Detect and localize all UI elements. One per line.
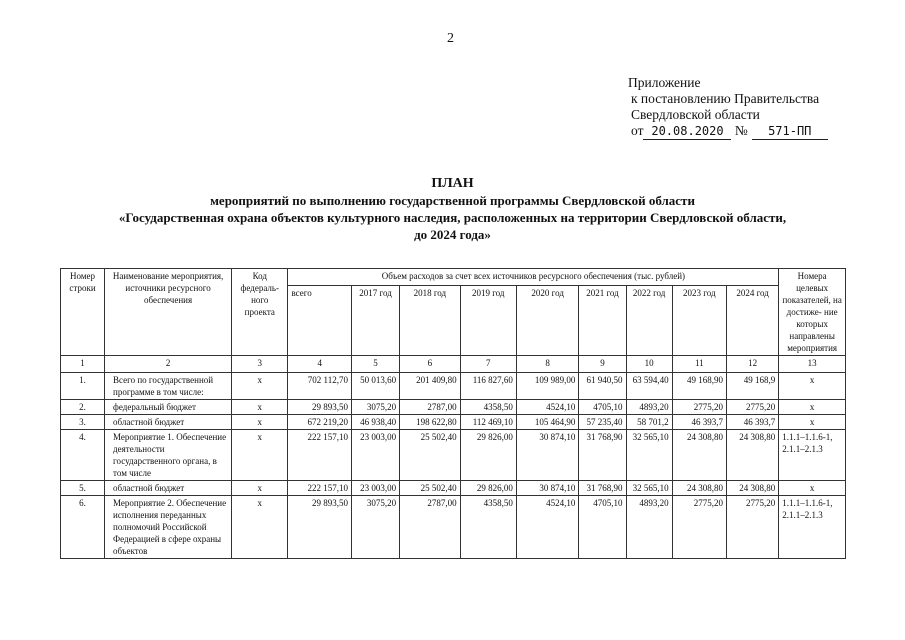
year-value-cell: 4524,10 [516, 496, 579, 559]
year-value-cell: 4358,50 [460, 496, 516, 559]
year-value-cell: 24 308,80 [726, 430, 778, 481]
year-value-cell: 23 003,00 [351, 481, 399, 496]
year-value-cell: 31 768,90 [579, 481, 626, 496]
name-cell: областной бюджет [105, 415, 232, 430]
header-year: 2023 год [672, 286, 726, 356]
row-number-cell: 1. [61, 373, 105, 400]
year-value-cell: 31 768,90 [579, 430, 626, 481]
year-value-cell: 25 502,40 [400, 430, 460, 481]
table-row [61, 373, 846, 400]
column-number: 1 [61, 356, 105, 373]
total-cell: 29 893,50 [288, 496, 352, 559]
header-name: Наименование мероприятия, источники ресурсного обеспечения [105, 269, 232, 356]
total-cell: 702 112,70 [288, 373, 352, 400]
row-number-cell: 2. [61, 400, 105, 415]
column-number: 4 [288, 356, 352, 373]
appendix-block [628, 75, 828, 140]
year-value-cell: 50 013,60 [351, 373, 399, 400]
column-number: 11 [672, 356, 726, 373]
column-number: 9 [579, 356, 626, 373]
table-row [61, 415, 846, 430]
page-number: 2 [447, 31, 454, 46]
code-cell: x [232, 481, 288, 496]
total-cell: 29 893,50 [288, 400, 352, 415]
header-year: 2019 год [460, 286, 516, 356]
code-cell: x [232, 496, 288, 559]
year-value-cell: 46 393,7 [672, 415, 726, 430]
column-number: 12 [726, 356, 778, 373]
year-value-cell: 61 940,50 [579, 373, 626, 400]
column-number: 3 [232, 356, 288, 373]
year-value-cell: 4524,10 [516, 400, 579, 415]
indicators-cell: x [779, 373, 846, 400]
year-value-cell: 49 168,90 [672, 373, 726, 400]
resolution-date: 20.08.2020 [643, 123, 731, 140]
year-value-cell: 198 622,80 [400, 415, 460, 430]
header-year: 2018 год [400, 286, 460, 356]
header-volume: Объем расходов за счет всех источников ресурсного обеспечения (тыс. рублей) [288, 269, 779, 286]
header-row-number: Номер строки [61, 269, 105, 356]
year-value-cell: 105 464,90 [516, 415, 579, 430]
from-label: от [631, 123, 644, 138]
indicators-cell: 1.1.1–1.1.6-1, 2.1.1–2.1.3 [779, 496, 846, 559]
column-number: 13 [779, 356, 846, 373]
appendix-line-3: Свердловской области [631, 107, 760, 122]
year-value-cell: 58 701,2 [626, 415, 672, 430]
year-value-cell: 46 393,7 [726, 415, 778, 430]
year-value-cell: 24 308,80 [726, 481, 778, 496]
column-number: 2 [105, 356, 232, 373]
title-main: ПЛАН [431, 176, 474, 191]
header-year: 2020 год [516, 286, 579, 356]
year-value-cell: 57 235,40 [579, 415, 626, 430]
name-cell: Всего по государственной программе в том числе: [105, 373, 232, 400]
column-number: 6 [400, 356, 460, 373]
column-number: 5 [351, 356, 399, 373]
year-value-cell: 4705,10 [579, 496, 626, 559]
name-cell: Мероприятие 1. Обеспечение деятельности государственного органа, в том числе [105, 430, 232, 481]
year-value-cell: 29 826,00 [460, 430, 516, 481]
indicators-cell: x [779, 481, 846, 496]
resolution-number: 571-ПП [752, 123, 828, 140]
document-title [60, 175, 845, 243]
title-line-2: «Государственная охрана объектов культурного наследия, расположенных на территории Свердловской области, [118, 210, 787, 225]
year-value-cell: 23 003,00 [351, 430, 399, 481]
header-code: Код федераль- ного проекта [232, 269, 288, 356]
year-value-cell: 109 989,00 [516, 373, 579, 400]
year-value-cell: 2787,00 [400, 400, 460, 415]
column-number: 10 [626, 356, 672, 373]
year-value-cell: 112 469,10 [460, 415, 516, 430]
year-value-cell: 30 874,10 [516, 430, 579, 481]
appendix-line-2: к постановлению Правительства [631, 91, 820, 106]
code-cell: x [232, 415, 288, 430]
year-value-cell: 2775,20 [672, 400, 726, 415]
year-value-cell: 4893,20 [626, 496, 672, 559]
header-year: 2022 год [626, 286, 672, 356]
total-cell: 672 219,20 [288, 415, 352, 430]
name-cell: областной бюджет [105, 481, 232, 496]
total-cell: 222 157,10 [288, 481, 352, 496]
code-cell: x [232, 400, 288, 415]
indicators-cell: 1.1.1–1.1.6-1, 2.1.1–2.1.3 [779, 430, 846, 481]
row-number-cell: 5. [61, 481, 105, 496]
year-value-cell: 4893,20 [626, 400, 672, 415]
year-value-cell: 32 565,10 [626, 481, 672, 496]
header-year: 2017 год [351, 286, 399, 356]
year-value-cell: 201 409,80 [400, 373, 460, 400]
indicators-cell: x [779, 415, 846, 430]
column-number-row [61, 356, 846, 373]
year-value-cell: 3075,20 [351, 496, 399, 559]
year-value-cell: 4358,50 [460, 400, 516, 415]
row-number-cell: 3. [61, 415, 105, 430]
year-value-cell: 116 827,60 [460, 373, 516, 400]
indicators-cell: x [779, 400, 846, 415]
table-row [61, 481, 846, 496]
year-value-cell: 24 308,80 [672, 481, 726, 496]
name-cell: Мероприятие 2. Обеспечение исполнения переданных полномочий Российской Федерацией в сфере охраны объектов [105, 496, 232, 559]
plan-table-body [61, 373, 846, 559]
plan-table [60, 268, 846, 559]
row-number-cell: 4. [61, 430, 105, 481]
title-line-1: мероприятий по выполнению государственной программы Свердловской области [210, 193, 695, 208]
appendix-line-1: Приложение [628, 75, 701, 90]
header-row-1 [61, 269, 846, 286]
table-row [61, 400, 846, 415]
year-value-cell: 2787,00 [400, 496, 460, 559]
table-row [61, 430, 846, 481]
year-value-cell: 63 594,40 [626, 373, 672, 400]
appendix-line-4 [628, 123, 828, 140]
year-value-cell: 3075,20 [351, 400, 399, 415]
column-number: 7 [460, 356, 516, 373]
year-value-cell: 24 308,80 [672, 430, 726, 481]
title-line-3: до 2024 года» [414, 227, 491, 242]
year-value-cell: 30 874,10 [516, 481, 579, 496]
table-row [61, 496, 846, 559]
year-value-cell: 2775,20 [726, 400, 778, 415]
header-year: 2024 год [726, 286, 778, 356]
year-value-cell: 49 168,9 [726, 373, 778, 400]
header-indicators: Номера целевых показателей, на достиже- ние которых направлены мероприятия [779, 269, 846, 356]
year-value-cell: 4705,10 [579, 400, 626, 415]
code-cell: x [232, 373, 288, 400]
code-cell: x [232, 430, 288, 481]
year-value-cell: 2775,20 [672, 496, 726, 559]
year-value-cell: 29 826,00 [460, 481, 516, 496]
year-value-cell: 2775,20 [726, 496, 778, 559]
header-year: 2021 год [579, 286, 626, 356]
year-value-cell: 25 502,40 [400, 481, 460, 496]
total-cell: 222 157,10 [288, 430, 352, 481]
column-number: 8 [516, 356, 579, 373]
year-value-cell: 46 938,40 [351, 415, 399, 430]
row-number-cell: 6. [61, 496, 105, 559]
name-cell: федеральный бюджет [105, 400, 232, 415]
year-value-cell: 32 565,10 [626, 430, 672, 481]
header-total: всего [288, 286, 352, 356]
number-label: № [734, 123, 748, 138]
